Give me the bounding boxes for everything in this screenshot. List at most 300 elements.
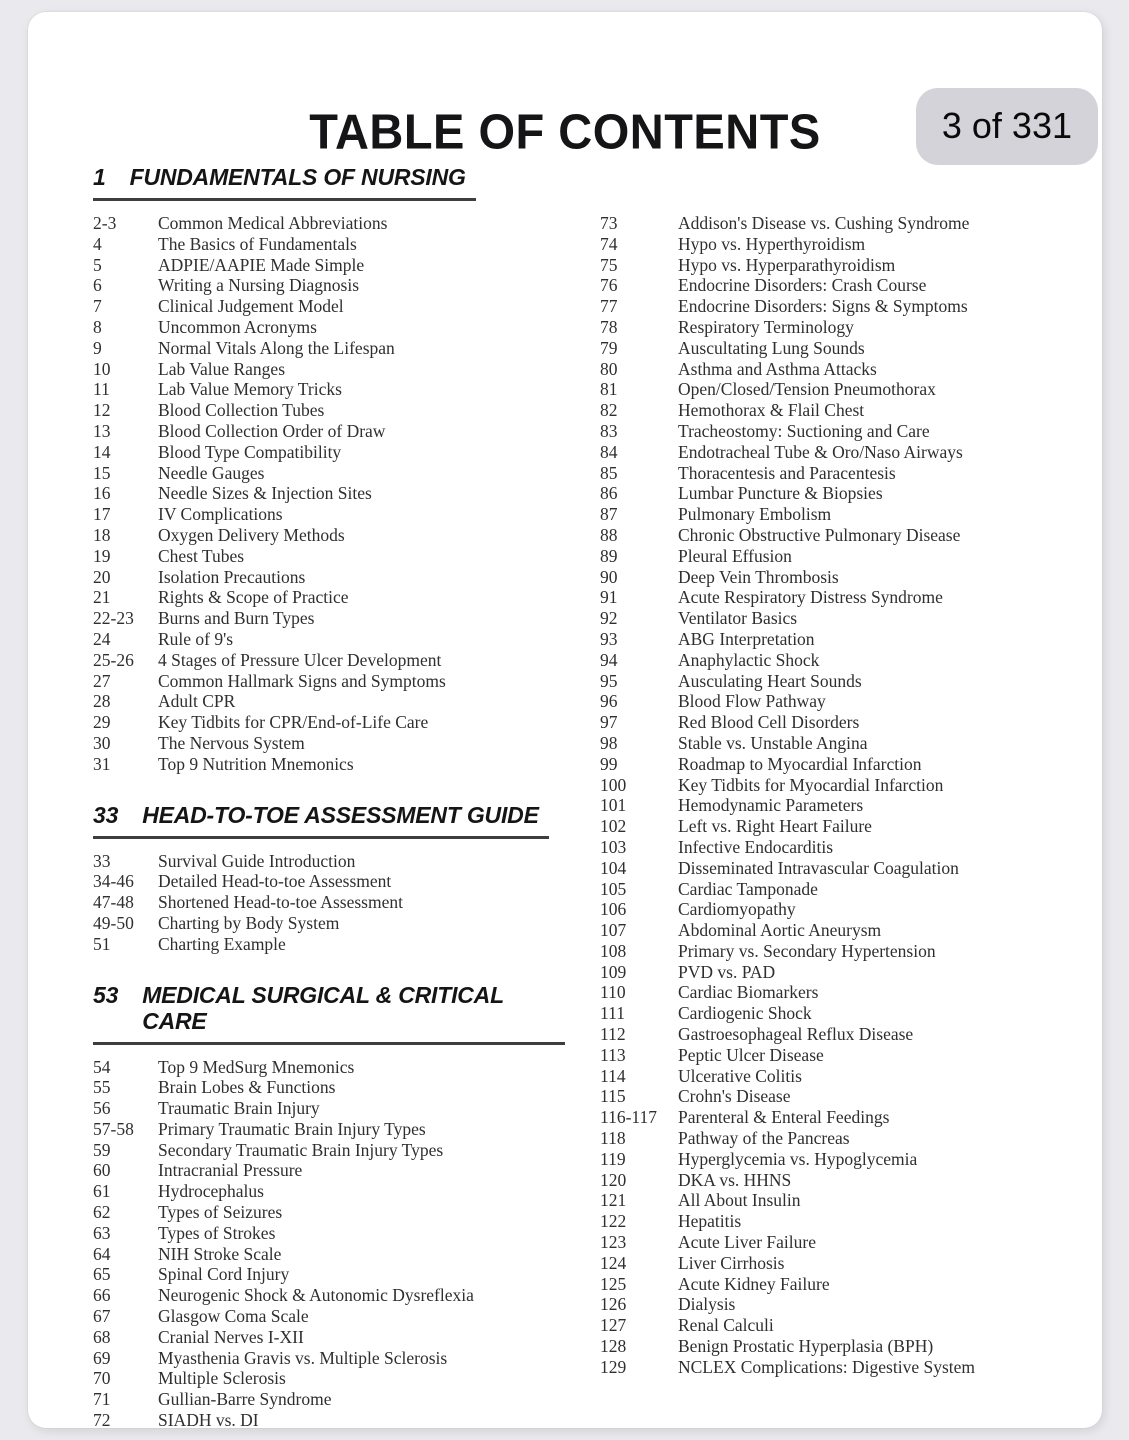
toc-entry-pages: 16 [93,483,111,504]
toc-entry-pages: 7 [93,296,102,317]
toc-entry [600,816,1074,837]
toc-entry-title: Deep Vein Thrombosis [678,566,839,587]
toc-entry-title: Types of Seizures [158,1202,283,1223]
toc-entry [93,359,565,380]
toc-entry-title: Key Tidbits for Myocardial Infarction [678,774,944,795]
toc-entry [600,899,1074,920]
toc-entry [600,546,1074,567]
toc-entry-title: Traumatic Brain Injury [158,1098,320,1119]
toc-entry-title: Primary vs. Secondary Hypertension [678,940,936,961]
toc-entry-pages: 126 [600,1294,627,1315]
toc-entry-pages: 59 [93,1139,111,1160]
toc-entry-title: Glasgow Coma Scale [158,1306,309,1327]
toc-entry-pages: 76 [600,275,618,296]
toc-entry-title: Blood Collection Tubes [158,400,325,421]
toc-entry [93,504,565,525]
toc-entry-title: Disseminated Intravascular Coagulation [678,857,959,878]
page-title: TABLE OF CONTENTS [309,103,821,160]
toc-section [93,802,565,955]
toc-entry-pages: 73 [600,213,618,233]
toc-entry-pages: 14 [93,441,111,462]
toc-entry [93,1348,565,1369]
toc-entry [93,691,565,712]
toc-entry-title: ADPIE/AAPIE Made Simple [158,254,365,275]
toc-entry [93,546,565,567]
toc-entry-title: Acute Liver Failure [678,1232,817,1253]
toc-entry-title: Cardiac Biomarkers [678,982,819,1003]
toc-left-column [93,164,565,1431]
toc-entry-pages: 104 [600,857,627,878]
toc-entry-pages: 15 [93,462,111,483]
toc-entry-title: Pleural Effusion [678,545,792,566]
toc-entry-pages: 27 [93,670,111,691]
toc-entry [600,421,1074,442]
toc-entry-pages: 97 [600,712,618,733]
toc-entry-title: Anaphylactic Shock [678,649,820,670]
section-title: FUNDAMENTALS OF NURSING [129,164,466,190]
toc-entry-title: ABG Interpretation [678,628,815,649]
toc-entry-pages: 105 [600,878,627,899]
toc-entry [93,255,565,276]
toc-entry-pages: 55 [93,1077,111,1098]
toc-entry-pages: 5 [93,254,102,275]
toc-entry-pages: 2-3 [93,213,117,233]
toc-entry [93,851,565,872]
toc-entry [93,1140,565,1161]
toc-entry-pages: 100 [600,774,627,795]
toc-entry-pages: 61 [93,1181,111,1202]
toc-entry [600,982,1074,1003]
toc-entry-title: Detailed Head-to-toe Assessment [158,871,392,892]
toc-entry-pages: 89 [600,545,618,566]
toc-entry [93,587,565,608]
toc-entry [93,913,565,934]
toc-entry-title: Brain Lobes & Functions [158,1077,336,1098]
toc-entry-title: Cardiac Tamponade [678,878,818,899]
toc-entry [93,934,565,955]
toc-entry-title: Spinal Cord Injury [158,1264,290,1285]
toc-entry [600,775,1074,796]
toc-entry [600,858,1074,879]
toc-entry-title: Lab Value Memory Tricks [158,379,342,400]
toc-entry-pages: 93 [600,628,618,649]
toc-entry-pages: 9 [93,337,102,358]
toc-entry [600,1294,1074,1315]
toc-entry-pages: 125 [600,1273,627,1294]
toc-entry-title: NCLEX Complications: Digestive System [678,1356,975,1377]
toc-entry-title: Blood Collection Order of Draw [158,420,386,441]
toc-entry [93,671,565,692]
toc-entry-pages: 122 [600,1211,627,1232]
toc-entry-pages: 96 [600,691,618,712]
toc-entry-title: The Basics of Fundamentals [158,233,357,254]
toc-entry [93,1306,565,1327]
toc-entry-pages: 77 [600,296,618,317]
toc-entry-title: Cardiomyopathy [678,899,796,920]
toc-entry-title: Stable vs. Unstable Angina [678,732,868,753]
toc-entry-title: Lab Value Ranges [158,358,286,379]
toc-entry-pages: 129 [600,1356,627,1377]
toc-entry [600,650,1074,671]
toc-entry [600,359,1074,380]
toc-entry [93,1285,565,1306]
toc-entry [600,1128,1074,1149]
toc-entry-title: Lumbar Puncture & Biopsies [678,483,883,504]
toc-entry-title: Endocrine Disorders: Crash Course [678,275,927,296]
toc-entry-pages: 57-58 [93,1118,134,1139]
toc-entry [600,1232,1074,1253]
toc-entry-pages: 29 [93,712,111,733]
toc-entry-pages: 28 [93,691,111,712]
toc-entry-title: Oxygen Delivery Methods [158,524,345,545]
toc-entry-title: Charting by Body System [158,912,340,933]
toc-entry-title: Auscultating Lung Sounds [678,337,865,358]
toc-entry-title: Crohn's Disease [678,1086,791,1107]
toc-entry-pages: 121 [600,1190,627,1211]
toc-entry [93,463,565,484]
toc-entry-pages: 31 [93,753,111,774]
toc-entry-title: Hypo vs. Hyperthyroidism [678,233,866,254]
toc-entry-title: Open/Closed/Tension Pneumothorax [678,379,936,400]
toc-entry-title: Abdominal Aortic Aneurysm [678,920,882,941]
toc-entry-pages: 11 [93,379,110,400]
toc-entry-pages: 22-23 [93,608,134,629]
toc-entry-title: Top 9 Nutrition Mnemonics [158,753,354,774]
toc-entry-title: NIH Stroke Scale [158,1243,282,1264]
toc-entry [93,525,565,546]
toc-entry [600,442,1074,463]
toc-entry-title: Hyperglycemia vs. Hypoglycemia [678,1148,918,1169]
toc-entry [600,483,1074,504]
toc-entry [600,338,1074,359]
toc-entry [93,1160,565,1181]
toc-entry [600,463,1074,484]
toc-entry [93,1223,565,1244]
toc-entry-pages: 86 [600,483,618,504]
toc-entry-pages: 71 [93,1389,111,1410]
toc-entry [600,795,1074,816]
toc-entry-pages: 17 [93,504,111,525]
toc-entry-pages: 72 [93,1410,111,1431]
toc-entry-pages: 116-117 [600,1107,658,1128]
toc-entry-pages: 106 [600,899,627,920]
toc-entry [93,1077,565,1098]
toc-entry-title: Infective Endocarditis [678,836,834,857]
toc-entry-title: Benign Prostatic Hyperplasia (BPH) [678,1336,934,1357]
toc-entry-pages: 64 [93,1243,111,1264]
toc-entry [600,712,1074,733]
toc-entry-title: Thoracentesis and Paracentesis [678,462,896,483]
toc-entry-pages: 99 [600,753,618,774]
toc-entry-title: Endotracheal Tube & Oro/Naso Airways [678,441,963,462]
toc-entry [600,317,1074,338]
toc-entry [600,379,1074,400]
toc-entry-title: Secondary Traumatic Brain Injury Types [158,1139,444,1160]
section-heading [93,982,565,1045]
toc-entry-title: Ulcerative Colitis [678,1065,802,1086]
toc-section [93,982,565,1431]
toc-entry-pages: 80 [600,358,618,379]
toc-entry [600,962,1074,983]
toc-entry-title: Acute Respiratory Distress Syndrome [678,587,943,608]
toc-entry [93,1410,565,1431]
toc-entry-pages: 12 [93,400,111,421]
toc-entry-pages: 21 [93,587,111,608]
toc-entry-pages: 56 [93,1098,111,1119]
toc-entry-pages: 54 [93,1056,111,1077]
toc-entry-pages: 6 [93,275,102,296]
toc-entry-pages: 10 [93,358,111,379]
toc-entry-title: Common Hallmark Signs and Symptoms [158,670,446,691]
toc-entry [93,712,565,733]
toc-entry-title: DKA vs. HHNS [678,1169,792,1190]
toc-entry-pages: 68 [93,1326,111,1347]
toc-entry [600,296,1074,317]
toc-entry-pages: 110 [600,982,626,1003]
toc-entry-pages: 13 [93,420,111,441]
toc-entry [600,1066,1074,1087]
toc-entry-pages: 94 [600,649,618,670]
toc-entry-title: Adult CPR [158,691,236,712]
toc-entry-pages: 92 [600,608,618,629]
toc-entry-pages: 112 [600,1024,626,1045]
toc-entry-title: Cardiogenic Shock [678,1003,812,1024]
toc-entry-title: Hepatitis [678,1211,742,1232]
toc-entry-pages: 18 [93,524,111,545]
toc-entry-pages: 49-50 [93,912,134,933]
toc-entry-pages: 90 [600,566,618,587]
toc-entry [93,608,565,629]
toc-entry-pages: 84 [600,441,618,462]
toc-entry-pages: 75 [600,254,618,275]
toc-entry-title: Key Tidbits for CPR/End-of-Life Care [158,712,429,733]
toc-entry [600,1086,1074,1107]
toc-entry [600,629,1074,650]
toc-entry [600,1024,1074,1045]
toc-entry-title: Ausculating Heart Sounds [678,670,862,691]
toc-entry-pages: 111 [600,1003,625,1024]
toc-entry-title: All About Insulin [678,1190,801,1211]
toc-entry-title: 4 Stages of Pressure Ulcer Development [158,649,442,670]
toc-entry-title: Endocrine Disorders: Signs & Symptoms [678,296,968,317]
toc-entry-pages: 60 [93,1160,111,1181]
toc-entry [600,1253,1074,1274]
toc-entry-pages: 91 [600,587,618,608]
toc-entry [600,1315,1074,1336]
toc-entry-title: Chronic Obstructive Pulmonary Disease [678,524,961,545]
toc-entry [600,1045,1074,1066]
toc-entry-title: Burns and Burn Types [158,608,315,629]
toc-entry-title: Isolation Precautions [158,566,306,587]
toc-entry-pages: 118 [600,1128,626,1149]
toc-entry-title: Hydrocephalus [158,1181,264,1202]
toc-entry [600,525,1074,546]
toc-entry [600,1170,1074,1191]
toc-entry [93,1264,565,1285]
toc-entry [93,400,565,421]
toc-entry [93,1119,565,1140]
toc-entry-pages: 81 [600,379,618,400]
toc-entry-title: Hypo vs. Hyperparathyroidism [678,254,896,275]
toc-entry [93,338,565,359]
toc-entry-title: Pulmonary Embolism [678,504,832,525]
toc-entry-title: Shortened Head-to-toe Assessment [158,892,403,913]
toc-entry [93,296,565,317]
toc-entry-pages: 33 [93,850,111,871]
toc-entry-pages: 19 [93,545,111,566]
toc-entry [93,275,565,296]
toc-entry-title: Survival Guide Introduction [158,850,356,871]
toc-entry-pages: 47-48 [93,892,134,913]
toc-entry-pages: 24 [93,628,111,649]
toc-entry [93,1327,565,1348]
toc-entry-pages: 98 [600,732,618,753]
toc-entry-title: The Nervous System [158,732,305,753]
section-title: MEDICAL SURGICAL & CRITICAL CARE [142,981,504,1034]
toc-entry-title: IV Complications [158,504,283,525]
toc-entry [600,1107,1074,1128]
toc-entry-title: Renal Calculi [678,1315,774,1336]
toc-columns [93,164,1074,1431]
toc-entry [600,275,1074,296]
toc-entry-title: Peptic Ulcer Disease [678,1044,824,1065]
toc-entry-pages: 79 [600,337,618,358]
toc-entry [600,1274,1074,1295]
toc-entry-pages: 85 [600,462,618,483]
toc-entry-pages: 83 [600,420,618,441]
toc-entry-title: Myasthenia Gravis vs. Multiple Sclerosis [158,1347,448,1368]
toc-entry [600,879,1074,900]
toc-entry-title: Common Medical Abbreviations [158,213,388,233]
toc-entry-title: Primary Traumatic Brain Injury Types [158,1118,426,1139]
toc-entry [93,892,565,913]
toc-entry [93,1368,565,1389]
toc-entry [93,1202,565,1223]
toc-entry [600,1003,1074,1024]
toc-entry-title: Addison's Disease vs. Cushing Syndrome [678,213,970,233]
toc-entry-pages: 102 [600,816,627,837]
toc-entry [93,234,565,255]
toc-entry [93,379,565,400]
toc-entry [600,837,1074,858]
toc-entry-title: Types of Strokes [158,1222,276,1243]
toc-entry [93,650,565,671]
toc-entry-pages: 69 [93,1347,111,1368]
section-number: 33 [93,801,119,828]
toc-entry-title: Tracheostomy: Suctioning and Care [678,420,930,441]
toc-entry-pages: 115 [600,1086,626,1107]
toc-entry-title: Multiple Sclerosis [158,1368,286,1389]
toc-entry-pages: 128 [600,1336,627,1357]
toc-entry-title: Needle Sizes & Injection Sites [158,483,372,504]
toc-entry-pages: 74 [600,233,618,254]
section-title: HEAD-TO-TOE ASSESSMENT GUIDE [142,801,539,828]
toc-entry-title: Parenteral & Enteral Feedings [678,1107,890,1128]
toc-entry [93,1244,565,1265]
toc-entry [600,1211,1074,1232]
toc-entry-pages: 101 [600,795,627,816]
toc-entry [93,733,565,754]
toc-entry [600,608,1074,629]
toc-entry-title: Rights & Scope of Practice [158,587,349,608]
toc-entry [93,213,565,234]
toc-entry-title: Needle Gauges [158,462,265,483]
toc-entry-pages: 66 [93,1285,111,1306]
toc-entry-title: Clinical Judgement Model [158,296,344,317]
toc-right-column [600,164,1074,1378]
toc-entry-pages: 113 [600,1044,626,1065]
toc-entry-title: Blood Type Compatibility [158,441,342,462]
toc-entry [93,1057,565,1078]
toc-entry-pages: 87 [600,504,618,525]
toc-entry [600,671,1074,692]
toc-entry [600,587,1074,608]
toc-entry-pages: 63 [93,1222,111,1243]
toc-entry-title: Roadmap to Myocardial Infarction [678,753,922,774]
toc-entry [600,234,1074,255]
toc-entry-title: Gullian-Barre Syndrome [158,1389,332,1410]
toc-entry [93,421,565,442]
toc-section [93,164,565,775]
toc-entry [600,941,1074,962]
toc-entry [600,255,1074,276]
toc-entry-pages: 108 [600,940,627,961]
toc-entry-pages: 119 [600,1148,626,1169]
toc-entry-pages: 123 [600,1232,627,1253]
toc-entry-title: Chest Tubes [158,545,245,566]
toc-entry-pages: 127 [600,1315,627,1336]
toc-entry-title: Rule of 9's [158,628,234,649]
toc-entry-pages: 62 [93,1202,111,1223]
toc-entry-pages: 109 [600,961,627,982]
toc-entry [600,920,1074,941]
toc-entry-pages: 120 [600,1169,627,1190]
toc-entry-title: Uncommon Acronyms [158,316,317,337]
toc-entry-title: Intracranial Pressure [158,1160,303,1181]
toc-entry [600,733,1074,754]
toc-entry-title: Ventilator Basics [678,608,798,629]
toc-entry [600,754,1074,775]
toc-entry-title: Pathway of the Pancreas [678,1128,850,1149]
toc-entry [600,567,1074,588]
toc-entry [600,1190,1074,1211]
toc-entry-pages: 114 [600,1065,626,1086]
toc-entry-title: Charting Example [158,933,286,954]
toc-entry-pages: 78 [600,316,618,337]
toc-entry [600,1149,1074,1170]
toc-entry [93,1389,565,1410]
toc-entry-title: Hemodynamic Parameters [678,795,864,816]
toc-entry-pages: 124 [600,1252,627,1273]
toc-entry-pages: 25-26 [93,649,134,670]
toc-entry-title: Writing a Nursing Diagnosis [158,275,360,296]
toc-entry-title: Neurogenic Shock & Autonomic Dysreflexia [158,1285,474,1306]
toc-entry-pages: 51 [93,933,111,954]
toc-entry-pages: 107 [600,920,627,941]
toc-entry-pages: 67 [93,1306,111,1327]
section-number: 1 [93,164,106,190]
toc-entry [600,400,1074,421]
toc-entry [93,1181,565,1202]
toc-entry-pages: 65 [93,1264,111,1285]
toc-entry-title: Normal Vitals Along the Lifespan [158,337,395,358]
toc-entry-pages: 20 [93,566,111,587]
toc-entry-pages: 82 [600,400,618,421]
toc-entry [93,629,565,650]
toc-entry [93,1098,565,1119]
toc-entry-title: SIADH vs. DI [158,1410,259,1431]
toc-entry-title: Gastroesophageal Reflux Disease [678,1024,914,1045]
